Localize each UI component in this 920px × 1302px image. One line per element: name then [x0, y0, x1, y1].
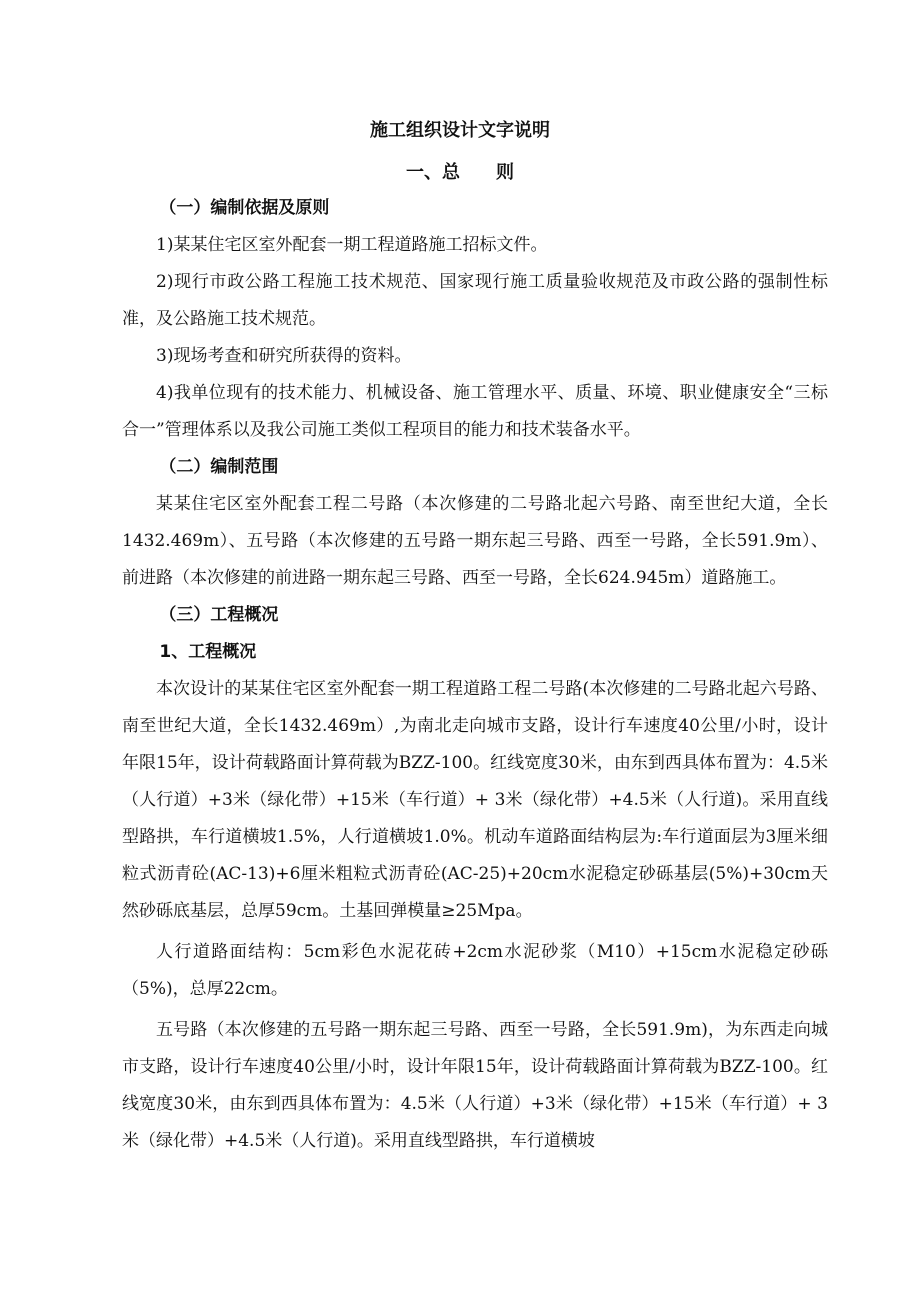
chapter-heading: 一、总 则 [406, 162, 514, 183]
heading-scope: （二）编制范围 [159, 457, 279, 477]
basis-item-2: 2)现行市政公路工程施工技术规范、国家现行施工质量验收规范及市政公路的强制性标准，及公路施工技术规范。 [122, 272, 828, 329]
overview-paragraph-3: 五号路（本次修建的五号路一期东起三号路、西至一号路，全长591.9m)，为东西走向城市支路，设计行车速度40公里/小时，设计年限15年，设计荷载路面计算荷载为BZZ-100。红线宽度30米，由东到西具体布置为：4.5米（人行道）+3米（绿化带）+15米（车行道）+ 3米（绿化带）+4.5米（人行道)。采用直线型路拱，车行道横坡 [122, 1020, 828, 1151]
document-body [122, 190, 828, 1160]
document-title: 施工组织设计文字说明 [370, 120, 550, 141]
subheading-overview: 1、工程概况 [159, 642, 257, 662]
basis-item-4: 4)我单位现有的技术能力、机械设备、施工管理水平、质量、环境、职业健康安全“三标合一”管理体系以及我公司施工类似工程项目的能力和技术装备水平。 [122, 383, 828, 440]
overview-paragraph-1: 本次设计的某某住宅区室外配套一期工程道路工程二号路(本次修建的二号路北起六号路、南至世纪大道，全长1432.469m）,为南北走向城市支路，设计行车速度40公里/小时，设计年限15年，设计荷载路面计算荷载为BZZ-100。红线宽度30米，由东到西具体布置为：4.5米（人行道）+3米（绿化带）+15米（车行道）+ 3米（绿化带）+4.5米（人行道)。采用直线型路拱，车行道横坡1.5%，人行道横坡1.0%。机动车道路面结构层为:车行道面层为3厘米细粒式沥青砼(AC-13)+6厘米粗粒式沥青砼(AC-25)+20cm水泥稳定砂砾基层(5%)+30cm天然砂砾底基层，总厚59cm。土基回弹模量≥25Mpa。 [122, 679, 828, 921]
scope-paragraph: 某某住宅区室外配套工程二号路（本次修建的二号路北起六号路、南至世纪大道，全长1432.469m）、五号路（本次修建的五号路一期东起三号路、西至一号路，全长591.9m）、前进路（本次修建的前进路一期东起三号路、西至一号路，全长624.945m）道路施工。 [122, 494, 828, 588]
heading-basis: （一）编制依据及原则 [159, 198, 330, 218]
heading-overview: （三）工程概况 [159, 605, 279, 625]
basis-item-1: 1)某某住宅区室外配套一期工程道路施工招标文件。 [156, 235, 548, 255]
basis-item-3: 3)现场考查和研究所获得的资料。 [156, 346, 412, 366]
overview-paragraph-2: 人行道路面结构：5cm彩色水泥花砖+2cm水泥砂浆（M10）+15cm水泥稳定砂砾（5%)，总厚22cm。 [122, 942, 828, 999]
